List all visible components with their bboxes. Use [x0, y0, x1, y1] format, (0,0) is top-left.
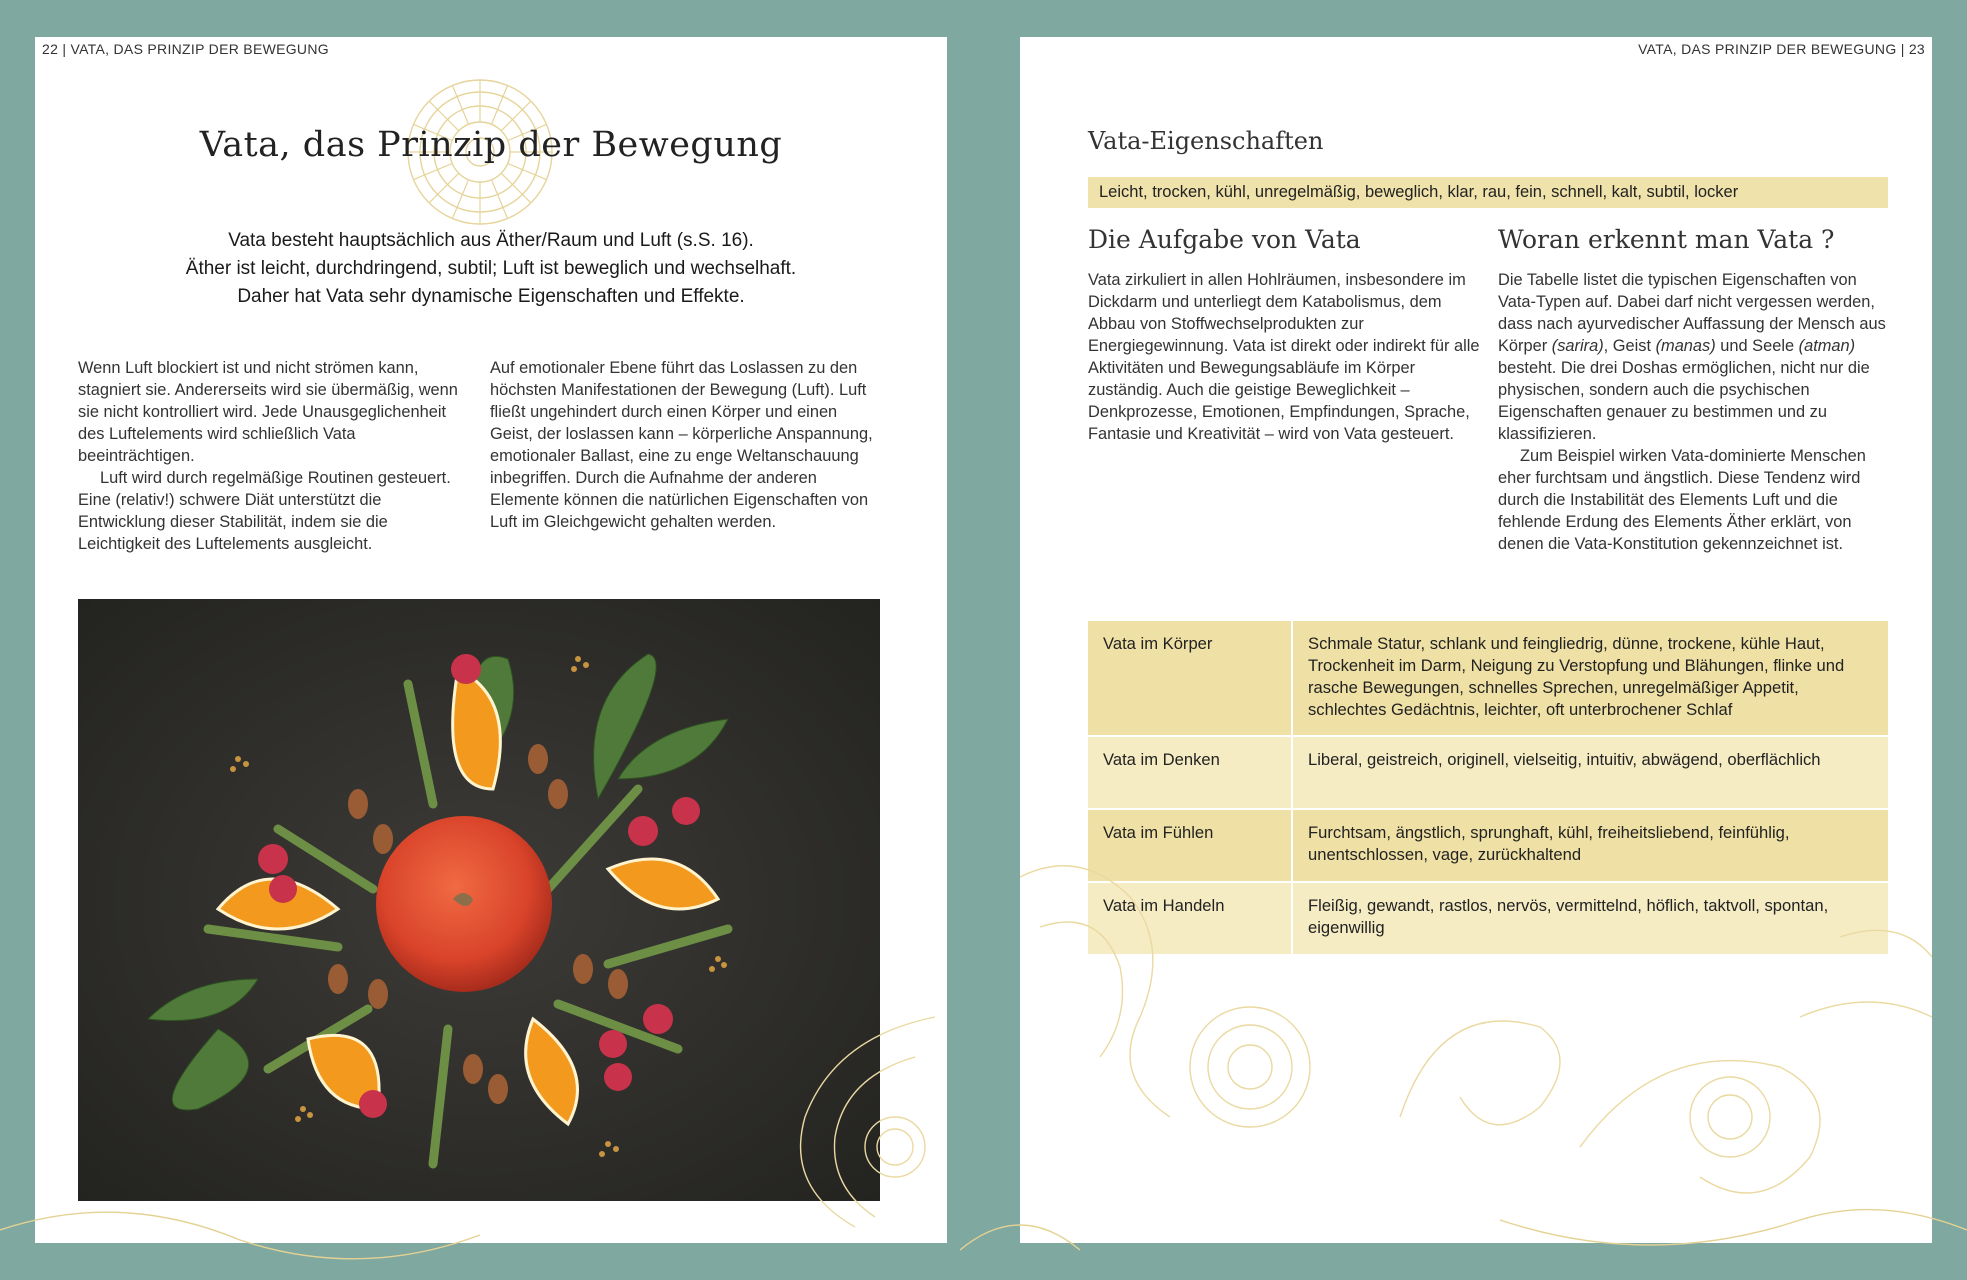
- food-arrangement-photo: [78, 599, 880, 1201]
- text-span: und Seele: [1715, 337, 1799, 355]
- table-value-cell: Schmale Statur, schlank und feingliedrig, dünne, trockene, kühle Haut, Trockenheit im Darm, Neigung zu Verstopfung und Blähungen, flinke und rasche Bewegungen, schnelles Sprechen, unregelmäßiger Appetit, schlechtes Gedächtnis, leichter, oft unterbrochener Schlaf: [1292, 621, 1888, 736]
- eigenschaften-banner: Leicht, trocken, kühl, unregelmäßig, beweglich, klar, rau, fein, schnell, kalt, subtil, locker: [1088, 177, 1888, 208]
- table-label-cell: Vata im Körper: [1088, 621, 1292, 736]
- intro-line: Äther ist leicht, durchdringend, subtil; Luft ist beweglich und wechselhaft.: [185, 258, 797, 279]
- eigenschaften-heading: Vata-Eigenschaften: [1088, 127, 1324, 155]
- body-paragraph: Wenn Luft blockiert ist und nicht strömen kann, stagniert sie. Andererseits wird sie übermäßig, wenn sie nicht kontrolliert wird. Jede Unausgeglichenheit des Luftelements wird schließlich Vata beeinträchtigen.: [78, 359, 458, 465]
- left-page: [35, 37, 947, 1243]
- intro-paragraph: [35, 227, 947, 311]
- woran-column: [1498, 269, 1890, 555]
- table-value-cell: Fleißig, gewandt, rastlos, nervös, vermittelnd, höflich, taktvoll, spontan, eigenwillig: [1292, 882, 1888, 955]
- table-row: [1088, 809, 1888, 882]
- body-column-left: [78, 357, 468, 555]
- body-column-right: [490, 357, 880, 533]
- term-manas: (manas): [1655, 337, 1716, 355]
- body-paragraph: Zum Beispiel wirken Vata-dominierte Menschen eher furchtsam und ängstlich. Diese Tendenz wird durch die Instabilität des Elements Luft und die fehlende Erdung des Elements Äther erklärt, von denen die Vata-Konstitution gekennzeichnet ist.: [1498, 447, 1866, 553]
- mandala-petal: [429, 173, 459, 203]
- intro-line: Daher hat Vata sehr dynamische Eigenschaften und Effekte.: [237, 286, 745, 307]
- intro-line: Vata besteht hauptsächlich aus Äther/Raum und Luft (s.S. 16).: [228, 230, 754, 251]
- mandala-petal: [452, 180, 468, 219]
- mandala-petal: [413, 163, 452, 179]
- body-paragraph: Auf emotionaler Ebene führt das Loslassen zu den höchsten Manifestationen der Bewegung (Luft). Luft fließt ungehindert durch einen Körper und einen Geist, der loslassen kann – körperliche Anspannung, emotionaler Ballast, eine zu enge Weltanschauung inbegriffen. Durch die Aufnahme der anderen Elemente können die natürlichen Eigenschaften von Luft im Gleichgewicht gehalten werden.: [490, 359, 873, 531]
- table-label-cell: Vata im Fühlen: [1088, 809, 1292, 882]
- aufgabe-column: [1088, 269, 1480, 445]
- aufgabe-heading: Die Aufgabe von Vata: [1088, 225, 1361, 254]
- page-title: Vata, das Prinzip der Bewegung: [199, 125, 783, 165]
- term-sarira: (sarira): [1551, 337, 1604, 355]
- text-span: , Geist: [1603, 337, 1656, 355]
- mandala-petal: [508, 163, 547, 179]
- right-page: [1020, 37, 1932, 1243]
- vata-table: [1088, 621, 1888, 956]
- mandala-petal: [491, 85, 507, 124]
- table-row: [1088, 621, 1888, 736]
- mandala-petal: [501, 173, 531, 203]
- mandala-petal: [452, 85, 468, 124]
- table-row: [1088, 882, 1888, 955]
- body-paragraph: Luft wird durch regelmäßige Routinen gesteuert. Eine (relativ!) schwere Diät unterstützt die Entwicklung dieser Stabilität, indem sie die Leichtigkeit des Luftelements ausgleicht.: [78, 469, 451, 553]
- text-span: Die Tabelle listet die typischen Eigenschaften von Vata-Typen auf. Dabei darf nicht vergessen werden, dass nach ayurvedischer Auffassung der Mensch aus Körper: [1498, 271, 1886, 355]
- table-label-cell: Vata im Handeln: [1088, 882, 1292, 955]
- table-row: [1088, 736, 1888, 809]
- mandala-petal: [491, 180, 507, 219]
- term-atman: (atman): [1798, 337, 1856, 355]
- body-paragraph: [1498, 269, 1890, 445]
- table-value-cell: Liberal, geistreich, originell, vielseitig, intuitiv, abwägend, oberflächlich: [1292, 736, 1888, 809]
- running-head-left: 22 | VATA, DAS PRINZIP DER BEWEGUNG: [42, 41, 329, 57]
- woran-heading: Woran erkennt man Vata ?: [1498, 225, 1835, 254]
- body-paragraph: Vata zirkuliert in allen Hohlräumen, insbesondere im Dickdarm und unterliegt dem Katabolismus, dem Abbau von Stoffwechselprodukten zur Energiegewinnung. Vata ist direkt oder indirekt für alle Aktivitäten und Bewegungsabläufe im Körper zuständig. Auch die geistige Beweglichkeit – Denkprozesse, Emotionen, Empfindungen, Sprache, Fantasie und Kreativität – wird von Vata gesteuert.: [1088, 271, 1480, 443]
- table-label-cell: Vata im Denken: [1088, 736, 1292, 809]
- text-span: besteht. Die drei Doshas ermöglichen, nicht nur die physischen, sondern auch die psychischen Eigenschaften genauer zu bestimmen und zu klassifizieren.: [1498, 359, 1870, 443]
- table-value-cell: Furchtsam, ängstlich, sprunghaft, kühl, freiheitsliebend, feinfühlig, unentschlossen, vage, zurückhaltend: [1292, 809, 1888, 882]
- running-head-right: VATA, DAS PRINZIP DER BEWEGUNG | 23: [1638, 41, 1925, 57]
